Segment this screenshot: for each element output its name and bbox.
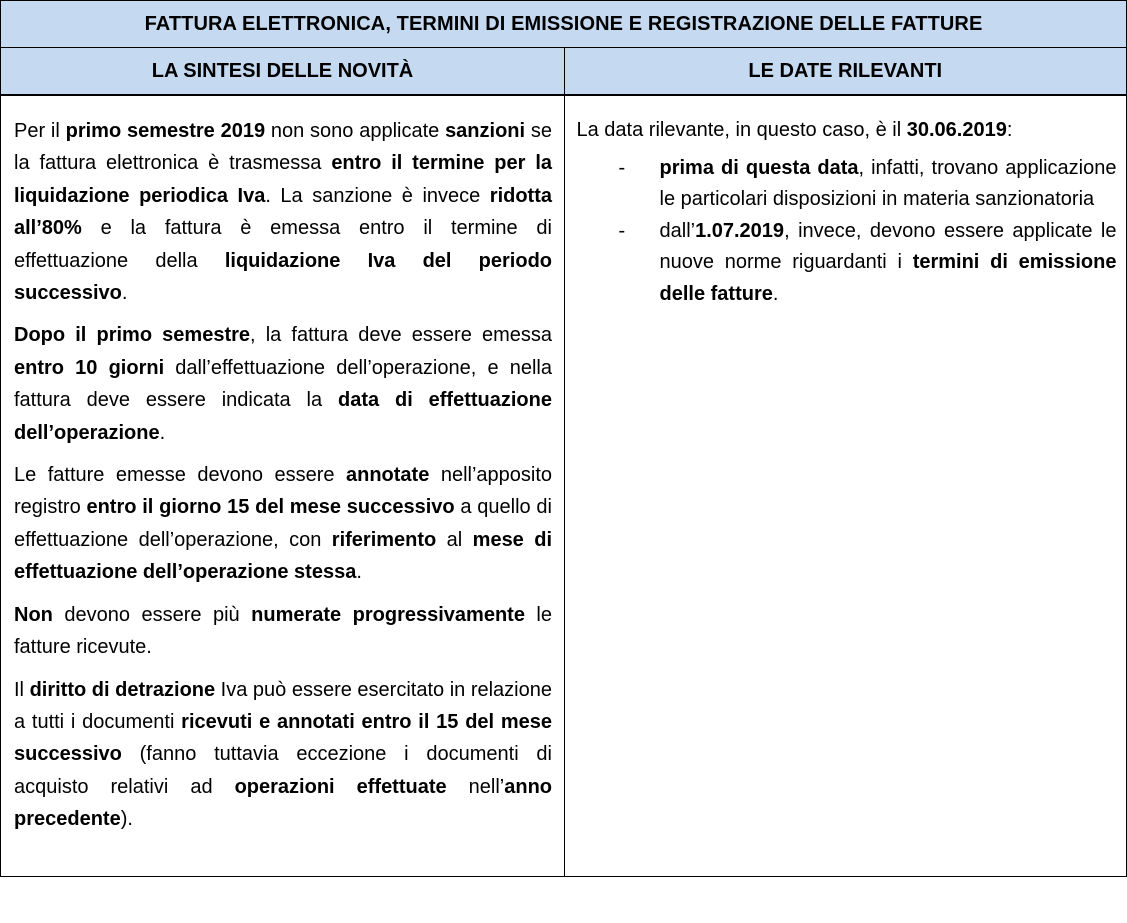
bold-run: annotate [346,464,430,487]
text-run: non sono applicate [265,120,446,142]
text-run: , invece, devono essere applicate le nuove norme riguardanti i [659,219,1117,273]
text-run: La data rilevante, in questo caso, è il [576,119,907,141]
column-header-right [564,47,1127,96]
bold-run: sanzioni [445,120,526,142]
paragraph-data-rilevante [577,115,1117,147]
cell-dates [564,94,1127,877]
bullet-dash: - [618,156,626,179]
bold-run: numerate progressivamente [251,603,525,626]
table-title [0,0,1127,48]
bold-run: termini di emissione delle fatture [659,251,1117,305]
bold-run: riferimento [331,528,437,551]
text-run: . [356,561,362,584]
text-run: : [1006,119,1013,141]
bullet-item-dopo [577,216,1117,311]
bullet-dash: - [618,219,626,242]
paragraph-dopo-semestre [14,319,552,449]
bold-run: Non [14,603,53,626]
paragraph-annotazione [14,459,552,589]
bold-run: entro il giorno 15 del mese successivo [86,496,455,519]
bold-run: operazioni effettuate [234,775,447,798]
text-run: Per il [14,120,66,142]
text-run: Le fatture emesse devono essere [14,464,346,487]
text-run: al [436,528,473,551]
summary-text [14,115,552,846]
text-run: dall’ [659,219,696,242]
bullet-item-prima [577,153,1117,216]
text-run: se la fattura elettronica è trasmessa [14,120,552,175]
bold-run: data di effettuazione dell’operazione [14,389,552,444]
text-run: (fanno tuttavia eccezione i documenti di acquisto relativi ad [14,743,552,798]
bold-run: primo semestre 2019 [65,120,266,142]
column-header-left [0,47,565,96]
paragraph-detrazione [14,674,552,836]
bold-run: mese di effettuazione dell’operazione stessa [14,528,553,584]
text-run: dall’effettuazione dell’operazione, e nella fattura deve essere indicata la [14,356,553,412]
bold-run: prima di questa data [659,156,859,179]
text-run: a quello di effettuazione dell’operazione, con [14,496,552,551]
dates-text [577,115,1117,310]
bold-run: 30.06.2019 [906,119,1007,141]
text-run: . [772,282,779,305]
table-title-text: FATTURA ELETTRONICA, TERMINI DI EMISSIONE E REGISTRAZIONE DELLE FATTURE [144,12,983,35]
text-run: Iva può essere esercitato in relazione a tutti i documenti [14,678,552,733]
bold-run: anno precedente [14,775,553,831]
cell-summary [0,94,565,877]
text-run: nell’ [446,775,505,798]
text-run: . La sanzione è invece [265,184,490,207]
bold-run: diritto di detrazione [29,678,216,701]
column-header-right-text: LE DATE RILEVANTI [748,59,943,82]
bold-run: ridotta all’80% [14,184,552,240]
bold-run: liquidazione Iva del periodo successivo [14,249,552,305]
text-run: , infatti, trovano applicazione le particolari disposizioni in materia sanzionatoria [659,156,1117,210]
text-run: . [159,421,166,444]
text-run: . [121,282,128,305]
column-header-left-text: LA SINTESI DELLE NOVITÀ [151,59,414,82]
text-run: devono essere più [52,603,252,626]
bold-run: 1.07.2019 [695,219,785,242]
text-run: nell’apposito registro [14,464,553,519]
bold-run: entro 10 giorni [14,356,165,379]
text-run: e la fattura è emessa entro il termine di effettuazione della [14,217,552,272]
bold-run: entro il termine per la liquidazione periodica Iva [14,152,552,207]
text-run: , la fattura deve essere emessa [250,324,552,347]
bold-run: ricevuti e annotati entro il 15 del mese successivo [14,710,553,766]
text-run: Il [14,678,30,701]
text-run: le fatture ricevute. [14,603,552,659]
paragraph-numerazione [14,599,552,664]
paragraph-primo-semestre [14,115,552,309]
bold-run: Dopo il primo semestre [14,324,251,347]
text-run: ). [120,808,133,831]
